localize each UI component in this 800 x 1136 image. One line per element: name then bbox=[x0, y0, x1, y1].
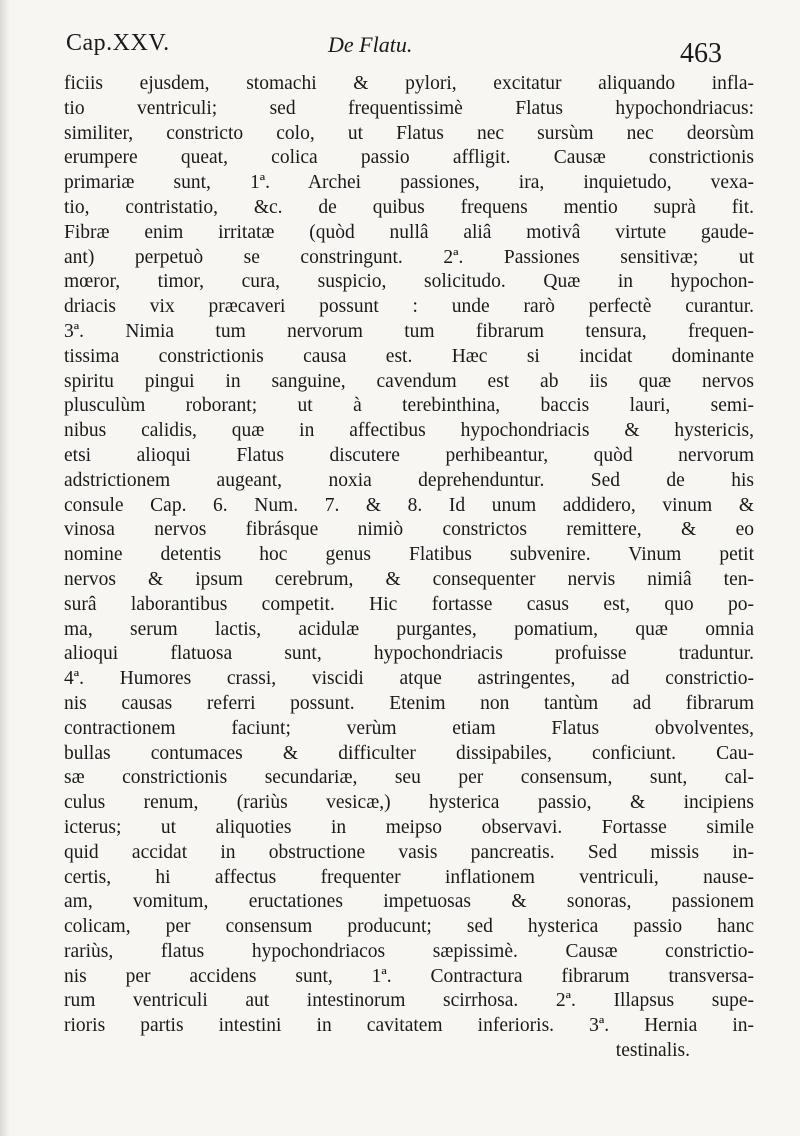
text-line: tio, contristatio, &c. de quibus frequens mentio suprà fit. bbox=[64, 196, 754, 218]
text-line: contractionem faciunt; verùm etiam Flatus obvolventes, bbox=[64, 717, 754, 739]
text-line: mœror, timor, cura, suspicio, solicitudo. Quæ in hypochon- bbox=[64, 271, 754, 293]
text-line: 3ª. Nimia tum nervorum tum fibrarum tensura, frequen- bbox=[64, 320, 754, 342]
text-line: 4ª. Humores crassi, viscidi atque astringentes, ad constrictio- bbox=[64, 668, 754, 690]
text-line: adstrictionem augeant, noxia deprehenduntur. Sed de his bbox=[64, 469, 754, 491]
text-line: Fibræ enim irritatæ (quòd nullâ aliâ motivâ virtute gaude- bbox=[64, 221, 754, 243]
text-line: spiritu pingui in sanguine, cavendum est ab iis quæ nervos bbox=[64, 370, 754, 392]
text-line: certis, hi affectus frequenter inflationem ventriculi, nause- bbox=[64, 866, 754, 888]
text-line: rioris partis intestini in cavitatem inferioris. 3ª. Hernia in- bbox=[64, 1015, 754, 1037]
text-line: ant) perpetuò se constringunt. 2ª. Passiones sensitivæ; ut bbox=[64, 246, 754, 268]
text-line: surâ laborantibus competit. Hic fortasse casus est, quo po- bbox=[64, 593, 754, 615]
page-number: 463 bbox=[680, 38, 722, 69]
text-line: icterus; ut aliquoties in meipso observavi. Fortasse simile bbox=[64, 816, 754, 838]
text-line: culus renum, (rariùs vesicæ,) hysterica passio, & incipiens bbox=[64, 792, 754, 814]
text-line: rum ventriculi aut intestinorum scirrhosa. 2ª. Illapsus supe- bbox=[64, 990, 754, 1012]
text-line: nis per accidens sunt, 1ª. Contractura fibrarum transversa- bbox=[64, 965, 754, 987]
page-header bbox=[66, 30, 766, 69]
text-line: ma, serum lactis, acidulæ purgantes, pomatium, quæ omnia bbox=[64, 618, 754, 640]
text-line: am, vomitum, eructationes impetuosas & sonoras, passionem bbox=[64, 891, 754, 913]
text-line: tio ventriculi; sed frequentissimè Flatus hypochondriacus: bbox=[64, 97, 754, 119]
text-line: quid accidat in obstructione vasis pancreatis. Sed missis in- bbox=[64, 841, 754, 863]
text-line: colicam, per consensum producunt; sed hysterica passio hanc bbox=[64, 916, 754, 938]
text-line: rariùs, flatus hypochondriacos sæpissimè. Causæ constrictio- bbox=[64, 940, 754, 962]
body-text bbox=[64, 72, 754, 1064]
text-line: consule Cap. 6. Num. 7. & 8. Id unum addidero, vinum & bbox=[64, 494, 754, 516]
running-title: De Flatu. bbox=[328, 32, 413, 57]
text-line-final: testinalis. bbox=[615, 1040, 690, 1062]
page-gutter-shadow bbox=[0, 0, 10, 1136]
text-line: ficiis ejusdem, stomachi & pylori, excitatur aliquando infla- bbox=[64, 73, 754, 94]
text-line: plusculùm roborant; ut à terebinthina, baccis lauri, semi- bbox=[64, 395, 754, 417]
text-line: alioqui flatuosa sunt, hypochondriacis profuisse traduntur. bbox=[64, 643, 754, 665]
text-line: nis causas referri possunt. Etenim non tantùm ad fibrarum bbox=[64, 692, 754, 714]
text-line: nibus calidis, quæ in affectibus hypochondriacis & hystericis, bbox=[64, 420, 754, 442]
text-line: sæ constrictionis secundariæ, seu per consensum, sunt, cal- bbox=[64, 767, 754, 789]
chapter-heading: Cap.XXV. bbox=[66, 30, 170, 56]
text-line: driacis vix præcaveri possunt : unde rarò perfectè curantur. bbox=[64, 296, 754, 318]
text-line: etsi alioqui Flatus discutere perhibeantur, quòd nervorum bbox=[64, 444, 754, 466]
text-line: primariæ sunt, 1ª. Archei passiones, ira, inquietudo, vexa- bbox=[64, 172, 754, 194]
text-line: vinosa nervos fibrásque nimiò constrictos remittere, & eo bbox=[64, 519, 754, 541]
text-line: nervos & ipsum cerebrum, & consequenter nervis nimiâ ten- bbox=[64, 568, 754, 590]
text-line: similiter, constricto colo, ut Flatus nec sursùm nec deorsùm bbox=[64, 122, 754, 144]
text-line: tissima constrictionis causa est. Hæc si incidat dominante bbox=[64, 345, 754, 367]
text-line: nomine detentis hoc genus Flatibus subvenire. Vinum petit bbox=[64, 544, 754, 566]
text-line: bullas contumaces & difficulter dissipabiles, conficiunt. Cau- bbox=[64, 742, 754, 764]
text-line: erumpere queat, colica passio affligit. Causæ constrictionis bbox=[64, 147, 754, 169]
